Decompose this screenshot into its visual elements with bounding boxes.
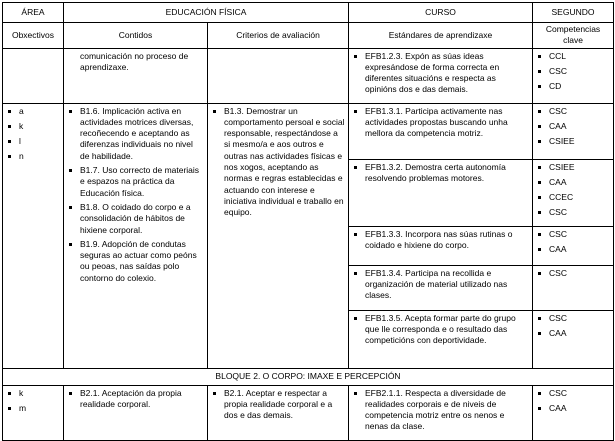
standard-item: EFB1.3.5. Acepta formar parte do grupo que lle corresponda e o resultado das competicións con deportividade. <box>352 313 529 347</box>
contido-item: B1.6. Implicación activa en actividades motrices diversas, recoñecendo e aceptando as diferenzas individuais no nivel de habilidade. <box>67 106 204 162</box>
competencia-item: CSC <box>536 268 610 279</box>
header-grade: SEGUNDO <box>533 3 614 23</box>
block1-subrow-1 <box>3 103 614 159</box>
cell-estandar-efb211 <box>349 385 533 440</box>
standard-item: EFB1.3.2. Demostra certa autonomía resolvendo problemas motores. <box>352 162 529 185</box>
continuation-row <box>3 48 614 103</box>
competencia-item: CSIEE <box>536 162 610 173</box>
col-header-competencias: Competencias clave <box>533 23 614 49</box>
competencia-item: CAA <box>536 244 610 255</box>
cell-estandar-efb131 <box>349 103 533 159</box>
cell-obxectivos-empty <box>3 48 64 103</box>
obxectivo-item: n <box>6 151 60 162</box>
competencia-item: CCL <box>536 51 610 62</box>
competencia-item: CSC <box>536 313 610 324</box>
competencia-item: CD <box>536 81 610 92</box>
cell-obxectivos-block1 <box>3 103 64 368</box>
cell-competencias-efb135 <box>533 310 614 368</box>
cell-estandar-efb135 <box>349 310 533 368</box>
standard-item: EFB1.3.1. Participa activamente nas actividades propostas buscando unha mellora da competencia motriz. <box>352 106 529 140</box>
competencia-item: CCEC <box>536 192 610 203</box>
cell-contidos-block1 <box>64 103 208 368</box>
obxectivo-item: m <box>6 403 60 414</box>
contido-item: B2.1. Aceptación da propia realidade corporal. <box>67 388 204 411</box>
header-curso: CURSO <box>349 3 533 23</box>
cell-contidos-continuation <box>64 48 208 103</box>
cell-criterios-block2 <box>208 385 349 440</box>
competencia-item: CAA <box>536 177 610 188</box>
criterio-item: B2.1. Aceptar e respectar a propia realidade corporal e a dos e das demais. <box>211 388 345 422</box>
col-header-obxectivos: Obxectivos <box>3 23 64 49</box>
cell-contidos-block2 <box>64 385 208 440</box>
standard-item: EFB1.3.3. Incorpora nas súas rutinas o coidado e hixiene do corpo. <box>352 229 529 252</box>
contido-item: B1.8. O coidado do corpo e a consolidación de hábitos de hixiene corporal. <box>67 202 204 236</box>
competencia-item: CSC <box>536 229 610 240</box>
col-header-criterios: Criterios de avaliación <box>208 23 349 49</box>
contidos-continuation-text: comunicación no proceso de aprendizaxe. <box>80 50 189 72</box>
cell-estandar-efb133 <box>349 226 533 265</box>
cell-competencias-efb131 <box>533 103 614 159</box>
cell-estandar-efb123 <box>349 48 533 103</box>
header-row-2 <box>3 23 614 49</box>
competencia-item: CSIEE <box>536 136 610 147</box>
competencia-item: CSC <box>536 66 610 77</box>
cell-competencias-efb134 <box>533 265 614 310</box>
obxectivo-item: k <box>6 121 60 132</box>
criterio-item: B1.3. Demostrar un comportamento persoal e social responsable, respectándose a si mesmo/a e aos outros e outras nas actividades físicas e nos xogos, aceptando as normas e regras establecidas e actuando con interese e iniciativa individual e traballo en equipo. <box>211 106 345 219</box>
col-header-contidos: Contidos <box>64 23 208 49</box>
competencia-item: CSC <box>536 207 610 218</box>
standard-item: EFB1.3.4. Participa na recollida e organización de material utilizado nas clases. <box>352 268 529 302</box>
competencia-item: CAA <box>536 403 610 414</box>
competencia-item: CSC <box>536 388 610 399</box>
header-row-1 <box>3 3 614 23</box>
cell-estandar-efb132 <box>349 159 533 226</box>
block2-title-row <box>3 368 614 385</box>
cell-competencias-efb211 <box>533 385 614 440</box>
header-area: ÁREA <box>3 3 64 23</box>
col-header-estandares: Estándares de aprendizaxe <box>349 23 533 49</box>
cell-competencias-efb132 <box>533 159 614 226</box>
obxectivo-item: k <box>6 388 60 399</box>
obxectivo-item: l <box>6 136 60 147</box>
cell-estandar-efb134 <box>349 265 533 310</box>
cell-competencias-efb123 <box>533 48 614 103</box>
competencia-item: CSC <box>536 106 610 117</box>
standard-item: EFB1.2.3. Expón as súas ideas expresándose de forma correcta en diferentes situacións e respecta as opinións dos e das demais. <box>352 51 529 96</box>
header-subject: EDUCACIÓN FÍSICA <box>64 3 349 23</box>
cell-competencias-efb133 <box>533 226 614 265</box>
contido-item: B1.7. Uso correcto de materiais e espazos na práctica da Educación física. <box>67 165 204 199</box>
contido-item: B1.9. Adopción de condutas seguras ao actuar como peóns ou peoas, nas saídas polo contorno do colexio. <box>67 239 204 284</box>
block2-title: BLOQUE 2. O CORPO: IMAXE E PERCEPCIÓN <box>3 368 614 385</box>
block2-row <box>3 385 614 440</box>
curriculum-table <box>2 2 614 441</box>
cell-obxectivos-block2 <box>3 385 64 440</box>
cell-criterios-block1 <box>208 103 349 368</box>
competencia-item: CAA <box>536 328 610 339</box>
standard-item: EFB2.1.1. Respecta a diversidade de realidades corporais e de niveis de competencia motriz entre os nenos e nenas da clase. <box>352 388 529 433</box>
cell-criterios-empty <box>208 48 349 103</box>
competencia-item: CAA <box>536 121 610 132</box>
obxectivo-item: a <box>6 106 60 117</box>
